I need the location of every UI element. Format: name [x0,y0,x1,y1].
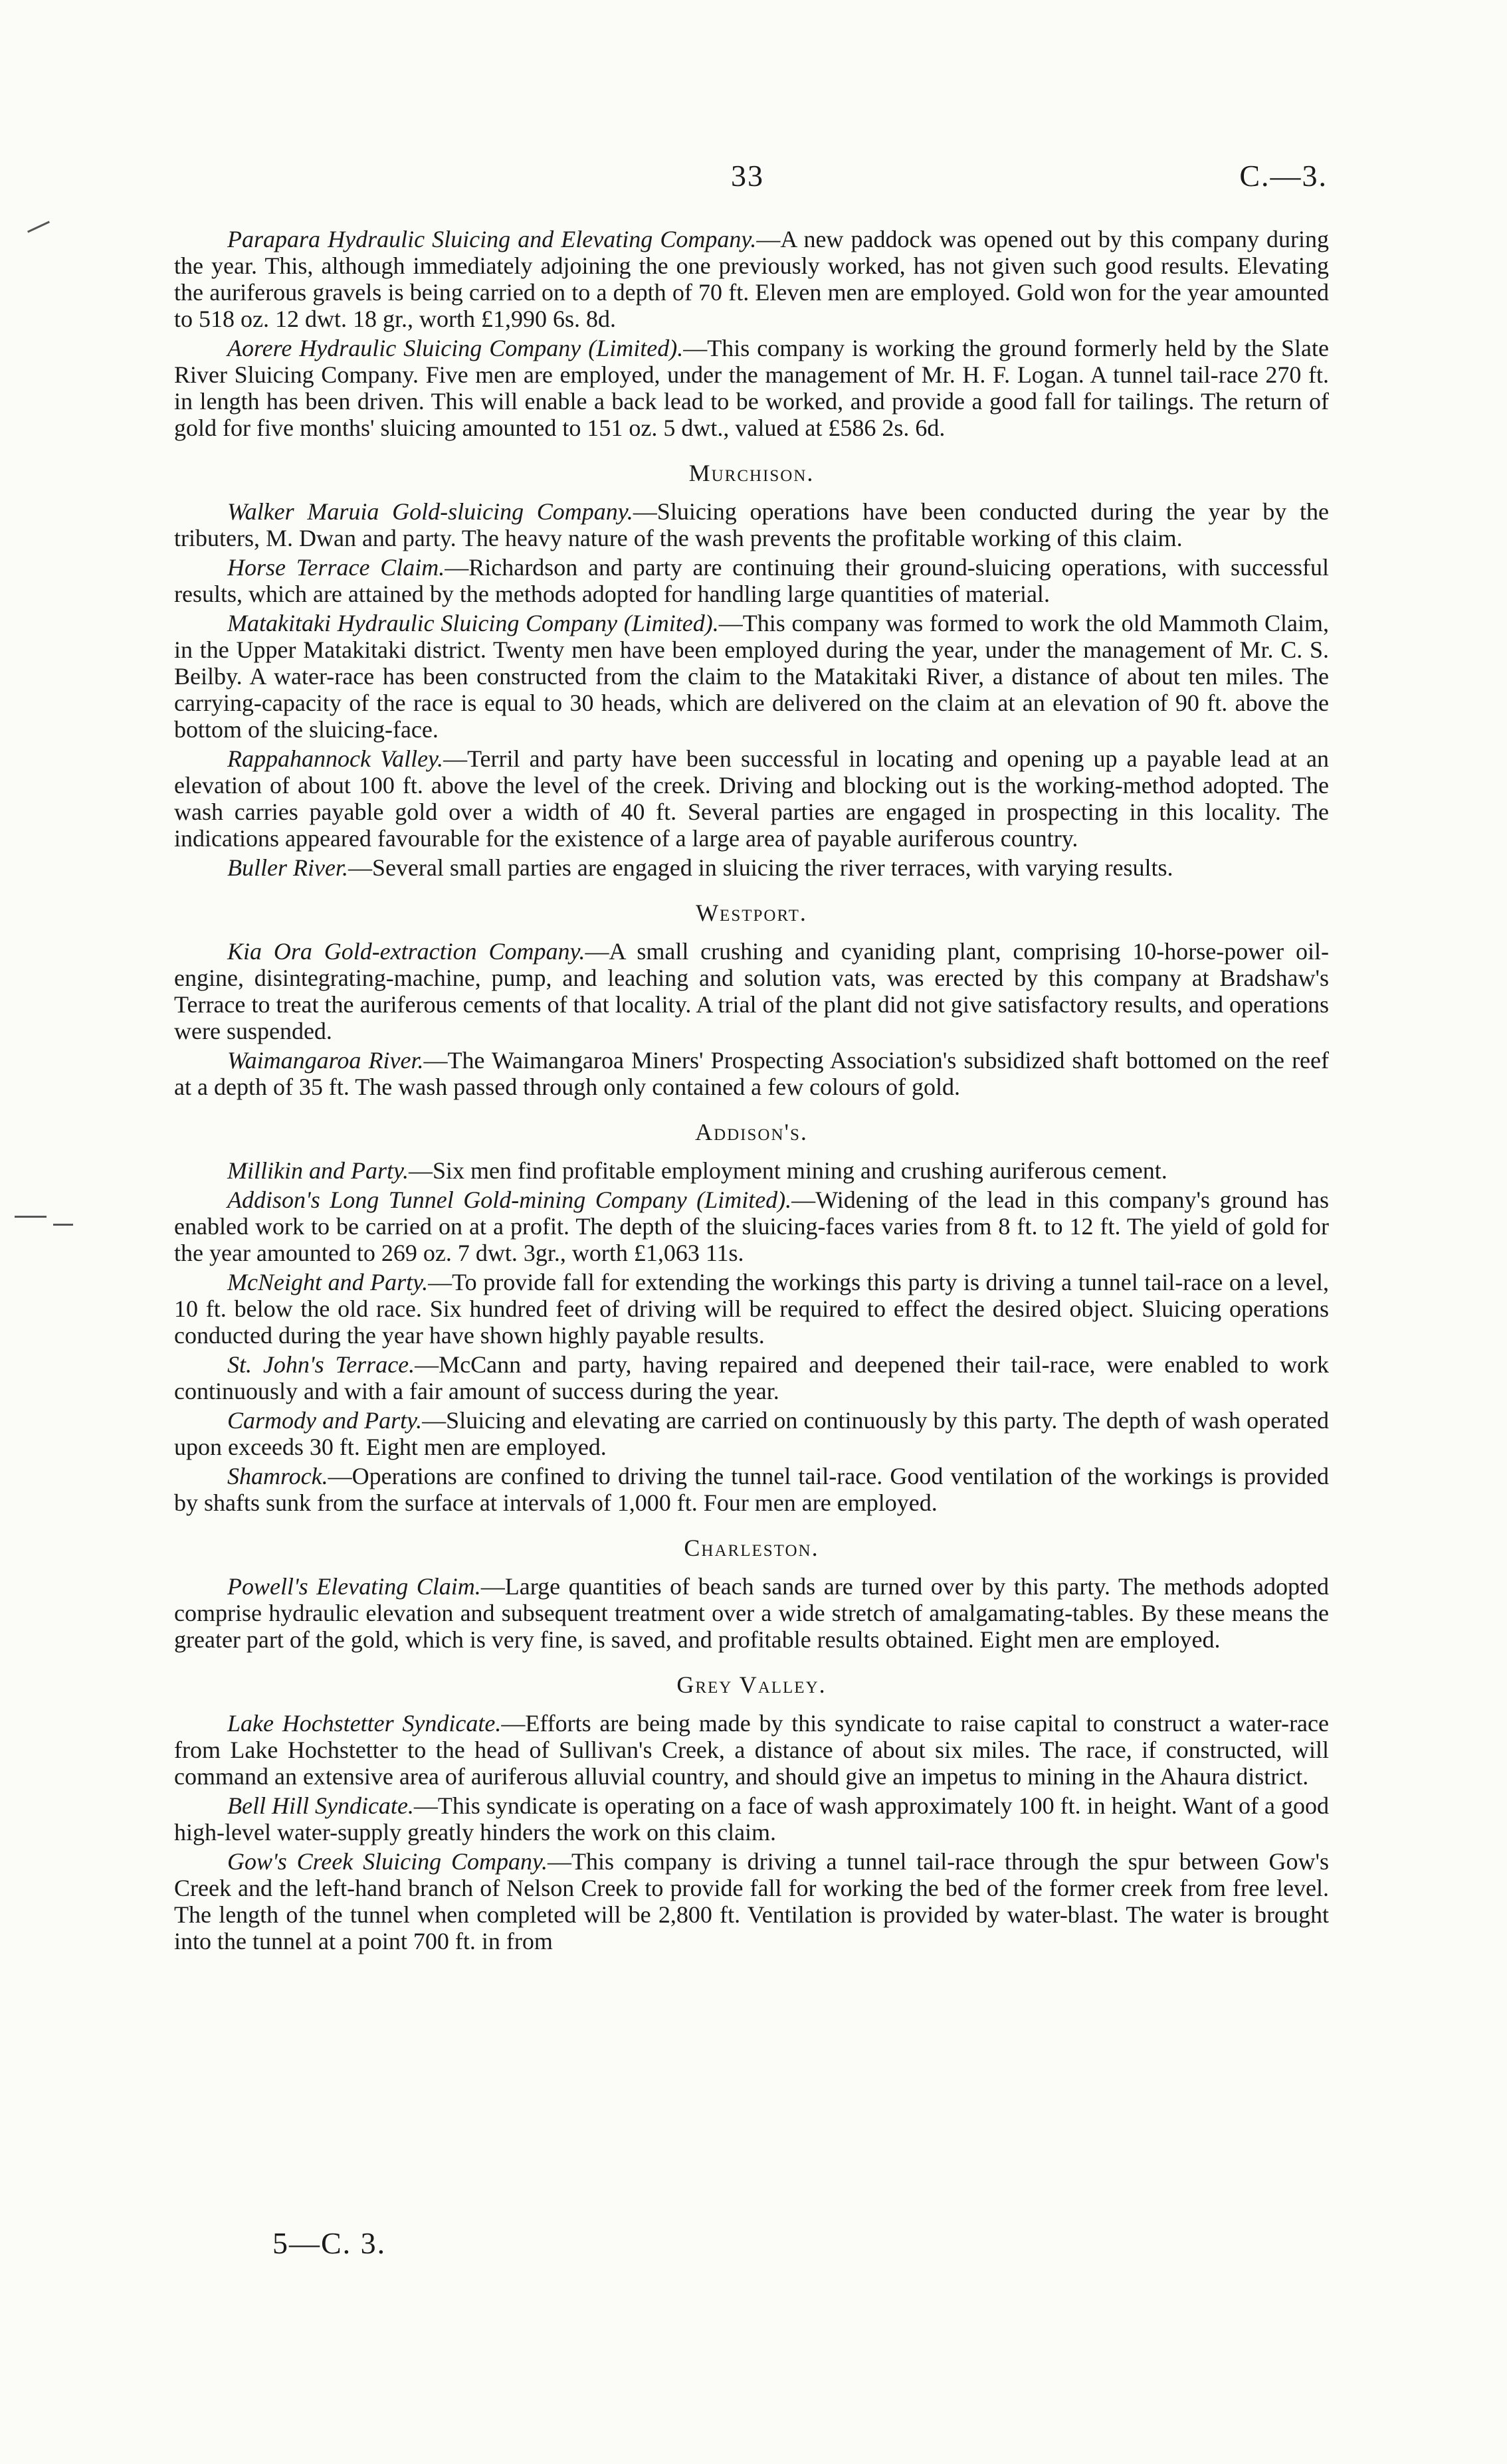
company-title: Millikin and Party. [227,1157,409,1184]
paragraph-text: —This syndicate is operating on a face of wash approximately 100 ft. in height. Want of a good high-level water-supply greatly hinders the work on this claim. [174,1792,1330,1846]
paragraph-text: —Operations are confined to driving the tunnel tail-race. Good ventilation of the workings is provided by shafts sunk from the surface at intervals of 1,000 ft. Four men are employed. [174,1463,1329,1516]
company-title: Rappahannock Valley. [227,745,444,772]
paragraph-text: —The Waimangaroa Miners' Prospecting Association's subsidized shaft bottomed on the reef at a depth of 35 ft. The wash passed through only contained a few colours of gold. [174,1047,1329,1100]
company-paragraph [174,1157,1329,1184]
company-title: Buller River. [227,854,348,881]
section-heading: Charleston. [684,1535,819,1561]
company-title: Bell Hill Syndicate. [227,1792,414,1819]
company-paragraph [174,554,1329,607]
paragraph-text: —Richardson and party are continuing their ground-sluicing operations, with successful results, which are attained by the methods adopted for handling large quantities of material. [174,554,1329,607]
company-paragraph [174,498,1329,551]
company-paragraph [174,1407,1329,1460]
paragraph-text: —Six men find profitable employment mining and crushing auriferous cement. [408,1157,1167,1184]
company-paragraph [174,1463,1329,1516]
company-title: Aorere Hydraulic Sluicing Company (Limited). [227,335,684,361]
margin-mark [15,1216,47,1218]
company-title: McNeight and Party. [227,1269,429,1295]
paragraph-text: —To provide fall for extending the workings this party is driving a tunnel tail-race on a level, 10 ft. below the old race. Six hundred feet of driving will be required to effect the desired object. Sluicing operations conducted during the year have shown highly payable results. [174,1269,1329,1349]
section-heading: Murchison. [688,460,815,486]
paragraph-text: —Efforts are being made by this syndicate to raise capital to construct a water-race from Lake Hochstetter to the head of Sullivan's Creek, a distance of about six miles. The race, if constructed, will command an extensive area of auriferous alluvial country, and should give an impetus to mining in the Ahaura district. [174,1710,1329,1790]
company-title: Powell's Elevating Claim. [227,1573,481,1600]
paragraph-text: —McCann and party, having repaired and deepened their tail-race, were enabled to work continuously and with a fair amount of success during the year. [174,1351,1329,1404]
paragraph-text: —Several small parties are engaged in sluicing the river terraces, with varying results. [348,854,1173,881]
company-title: Shamrock. [227,1463,328,1489]
company-title: Kia Ora Gold-extraction Company. [227,938,585,965]
company-paragraph [174,1269,1329,1349]
company-paragraph [174,1047,1329,1100]
company-title: Lake Hochstetter Syndicate. [227,1710,502,1737]
company-paragraph [174,610,1329,743]
company-title: Matakitaki Hydraulic Sluicing Company (Limited). [227,610,719,636]
paragraph-text: —Widening of the lead in this company's ground has enabled work to be carried on at a profit. The depth of the sluicing-faces varies from 8 ft. to 12 ft. The yield of gold for the year amounted to 269 oz. 7 dwt. 3gr., worth £1,063 11s. [174,1186,1329,1266]
company-paragraph [174,1186,1329,1266]
margin-mark [53,1224,73,1226]
paragraph-text: —Sluicing operations have been conducted during the year by the tributers, M. Dwan and party. The heavy nature of the wash prevents the profitable working of this claim. [174,498,1329,551]
document-code: C.—3. [1239,159,1328,193]
company-paragraph [174,1792,1329,1846]
paragraph-text: —This company was formed to work the old Mammoth Claim, in the Upper Matakitaki district. Twenty men have been employed during the year, under the management of Mr. C. S. Beilby. A water-race has been constructed from the claim to the Matakitaki River, a distance of about ten miles. The carrying-capacity of the race is equal to 30 heads, which are delivered on the claim at an elevation of 90 ft. above the bottom of the sluicing-face. [174,610,1330,743]
section-heading: Grey Valley. [676,1671,827,1698]
section-heading: Westport. [696,900,807,926]
company-paragraph [174,938,1329,1044]
company-paragraph [174,335,1329,441]
company-title: Addison's Long Tunnel Gold-mining Company (Limited). [227,1186,792,1213]
paragraph-text: —A new paddock was opened out by this company during the year. This, although immediately adjoining the one previously worked, has not given such good results. Elevating the auriferous gravels is being carried on to a depth of 70 ft. Eleven men are employed. Gold won for the year amounted to 518 oz. 12 dwt. 18 gr., worth £1,990 6s. 8d. [174,226,1329,332]
company-paragraph [174,854,1329,881]
company-paragraph [174,1573,1329,1653]
company-title: Gow's Creek Sluicing Company. [227,1848,548,1875]
paragraph-text: —A small crushing and cyaniding plant, comprising 10-horse-power oil-engine, disintegrating-machine, pump, and leaching and solution vats, was erected by this company at Bradshaw's Terrace to treat the auriferous cements of that locality. A trial of the plant did not give satisfactory results, and operations were suspended. [174,938,1329,1044]
page-number: 33 [731,159,764,193]
page-header [0,158,1507,198]
signature-code: 5—C. 3. [272,2226,387,2260]
company-title: Carmody and Party. [227,1407,423,1434]
company-paragraph [174,1710,1329,1790]
company-title: Horse Terrace Claim. [227,554,445,581]
section-heading: Addison's. [695,1119,808,1145]
paragraph-text: —This company is working the ground formerly held by the Slate River Sluicing Company. Five men are employed, under the management of Mr. H. F. Logan. A tunnel tail-race 270 ft. in length has been driven. This will enable a back lead to be worked, and provide a good fall for tailings. The return of gold for five months' sluicing amounted to 151 oz. 5 dwt., valued at £586 2s. 6d. [174,335,1330,441]
company-title: Walker Maruia Gold-sluicing Company. [227,498,633,525]
paragraph-text: —Sluicing and elevating are carried on continuously by this party. The depth of wash operated upon exceeds 30 ft. Eight men are employed. [174,1407,1329,1460]
company-paragraph [174,745,1329,852]
company-title: Waimangaroa River. [227,1047,424,1074]
paragraph-text: —This company is driving a tunnel tail-race through the spur between Gow's Creek and the left-hand branch of Nelson Creek to provide fall for working the bed of the former creek from free level. The length of the tunnel when completed will be 2,800 ft. Ventilation is provided by water-blast. The water is brought into the tunnel at a point 700 ft. in from [174,1848,1330,1954]
company-paragraph [174,1351,1329,1404]
company-paragraph [174,1848,1329,1954]
paragraph-text: —Terril and party have been successful in locating and opening up a payable lead at an elevation of about 100 ft. above the level of the creek. Driving and blocking out is the working-method adopted. The wash carries payable gold over a width of 40 ft. Several parties are engaged in prospecting in this locality. The indications appeared favourable for the existence of a large area of payable auriferous country. [174,745,1330,852]
company-title: Parapara Hydraulic Sluicing and Elevating Company. [227,226,757,252]
company-paragraph [174,226,1329,332]
company-title: St. John's Terrace. [227,1351,415,1378]
margin-mark [27,221,50,233]
paragraph-text: —Large quantities of beach sands are turned over by this party. The methods adopted comprise hydraulic elevation and subsequent treatment over a wide stretch of amalgamating-tables. By these means the greater part of the gold, which is very fine, is saved, and profitable results obtained. Eight men are employed. [174,1573,1329,1653]
document-body [174,226,1329,1957]
